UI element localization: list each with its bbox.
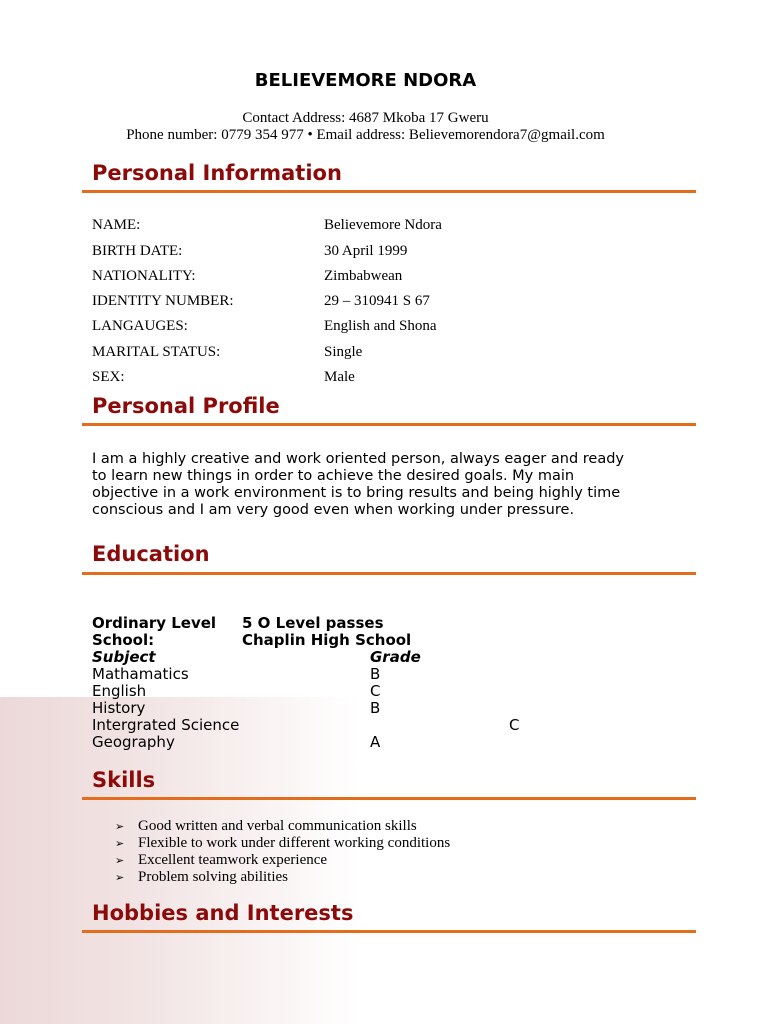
info-value: Believemore Ndora <box>324 217 442 233</box>
skill-text: Good written and verbal communication skills <box>138 818 417 834</box>
info-value: Single <box>324 344 363 360</box>
education-level-label: Ordinary Level <box>92 614 217 632</box>
subject-grade: C <box>370 682 381 700</box>
info-value: 30 April 1999 <box>324 243 408 259</box>
list-item <box>115 852 450 869</box>
subject-grade: A <box>370 733 381 751</box>
info-value: Male <box>324 369 355 385</box>
education-school-value: Chaplin High School <box>242 631 412 649</box>
skill-text: Flexible to work under different working conditions <box>138 835 451 851</box>
subject-name: Intergrated Science <box>92 716 240 734</box>
skill-text: Problem solving abilities <box>138 869 288 885</box>
resume-name: BELIEVEMORE NDORA <box>254 70 477 91</box>
info-label: MARITAL STATUS: <box>92 344 221 360</box>
phone-email: Phone number: 0779 354 977 • Email address: Believemorendora7@gmail.com <box>126 127 605 143</box>
subject-grade: C <box>509 716 520 734</box>
contact-address: Contact Address: 4687 Mkoba 17 Gweru <box>242 110 489 126</box>
subject-grade: B <box>370 665 381 683</box>
arrow-bullet-icon: ➢ <box>115 871 125 884</box>
subject-name: History <box>92 699 146 717</box>
section-title-personal-information: Personal Information <box>92 161 342 185</box>
arrow-bullet-icon: ➢ <box>115 837 125 850</box>
skills-list <box>115 818 450 886</box>
skill-text: Excellent teamwork experience <box>138 852 328 868</box>
grade-column-header: Grade <box>370 648 421 666</box>
profile-paragraph: I am a highly creative and work oriented person, always eager and ready to learn new things in order to achieve the desired goals. My main objective in a work environment is to bring results and being highly time conscious and I am very good even when working under pressure. <box>92 451 625 518</box>
arrow-bullet-icon: ➢ <box>115 854 125 867</box>
arrow-bullet-icon: ➢ <box>115 820 125 833</box>
subject-name: Mathamatics <box>92 665 189 683</box>
info-label: NAME: <box>92 217 141 233</box>
subject-name: Geography <box>92 733 175 751</box>
list-item <box>115 818 450 835</box>
list-item <box>115 869 450 886</box>
section-divider <box>82 423 696 426</box>
education-level-value: 5 O Level passes <box>242 614 384 632</box>
info-row-birth-date <box>92 243 692 263</box>
info-label: BIRTH DATE: <box>92 243 183 259</box>
info-label: SEX: <box>92 369 125 385</box>
info-value: Zimbabwean <box>324 268 403 284</box>
subject-name: English <box>92 682 147 700</box>
info-row-sex <box>92 369 692 389</box>
info-value: 29 – 310941 S 67 <box>324 293 430 309</box>
section-divider <box>82 797 696 800</box>
info-row-nationality <box>92 268 692 288</box>
education-school-label: School: <box>92 631 155 649</box>
info-label: LANGAUGES: <box>92 318 188 334</box>
section-title-personal-profile: Personal Profile <box>92 394 280 418</box>
subject-column-header: Subject <box>92 648 156 666</box>
info-label: NATIONALITY: <box>92 268 196 284</box>
info-row-marital-status <box>92 344 692 364</box>
section-divider <box>82 572 696 575</box>
info-value: English and Shona <box>324 318 437 334</box>
info-label: IDENTITY NUMBER: <box>92 293 234 309</box>
info-row-identity-number <box>92 293 692 313</box>
section-divider <box>82 190 696 193</box>
section-title-education: Education <box>92 542 210 566</box>
info-row-languages <box>92 318 692 338</box>
section-title-skills: Skills <box>92 768 156 792</box>
list-item <box>115 835 450 852</box>
section-title-hobbies: Hobbies and Interests <box>92 901 354 925</box>
info-row-name <box>92 217 692 237</box>
section-divider <box>82 930 696 933</box>
subject-grade: B <box>370 699 381 717</box>
